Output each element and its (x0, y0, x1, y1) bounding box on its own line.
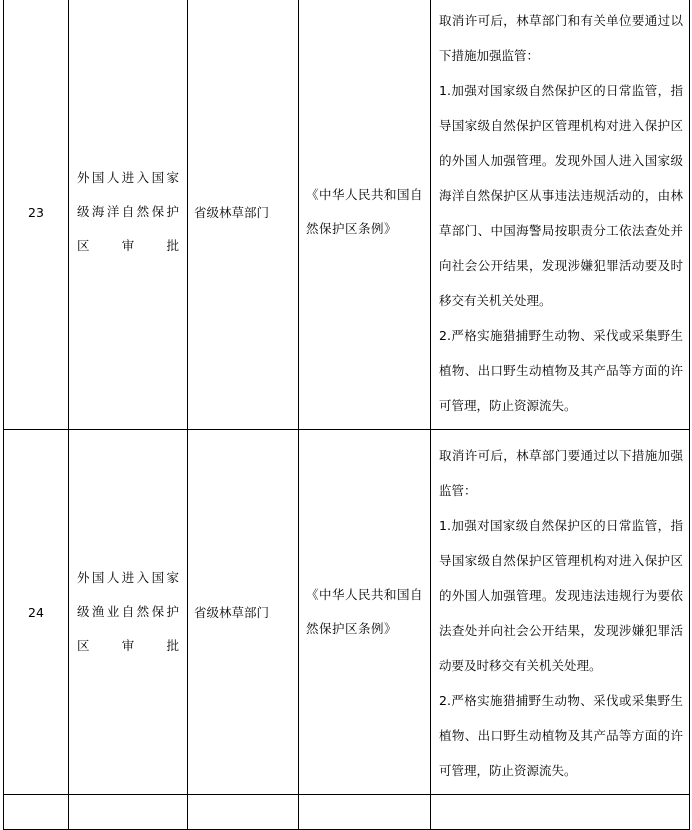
row-number: 24 (4, 430, 69, 795)
implementing-department: 省级林草部门 (188, 430, 299, 795)
measure-intro: 取消许可后，林草部门和有关单位要通过以下措施加强监管： (439, 13, 683, 63)
regulation-table (3, 0, 690, 830)
implementing-department: 省级林草部门 (188, 0, 299, 430)
approval-item: 外国人进入国家级渔业自然保护区审批 (69, 430, 188, 795)
measure-item: 1.加强对国家级自然保护区的日常监管，指导国家级自然保护区管理机构对进入保护区的外国人加强管理。发现外国人进入国家级海洋自然保护区从事违法违规活动的，由林草部门、中国海警局按职责分工依法查处并向社会公开结果，发现涉嫌犯罪活动要及时移交有关机关处理。 (439, 83, 683, 308)
measure-item: 2.严格实施猎捕野生动物、采伐或采集野生植物、出口野生动植物及其产品等方面的许可管理，防止资源流失。 (439, 693, 683, 778)
approval-item: 外国人进入国家级海洋自然保护区审批 (69, 0, 188, 430)
supervision-measures (431, 430, 690, 795)
legal-basis: 《中华人民共和国自然保护区条例》 (299, 430, 431, 795)
table-row-partial (4, 795, 690, 830)
legal-basis: 《中华人民共和国自然保护区条例》 (299, 0, 431, 430)
measure-item: 2.严格实施猎捕野生动物、采伐或采集野生植物、出口野生动植物及其产品等方面的许可管理，防止资源流失。 (439, 328, 683, 413)
supervision-measures (431, 0, 690, 430)
row-number: 23 (4, 0, 69, 430)
measure-intro: 取消许可后，林草部门要通过以下措施加强监管： (439, 448, 683, 498)
table-row (4, 430, 690, 795)
table-row (4, 0, 690, 430)
measure-item: 1.加强对国家级自然保护区的日常监管，指导国家级自然保护区管理机构对进入保护区的外国人加强管理。发现违法违规行为要依法查处并向社会公开结果，发现涉嫌犯罪活动要及时移交有关机关处理。 (439, 518, 683, 673)
